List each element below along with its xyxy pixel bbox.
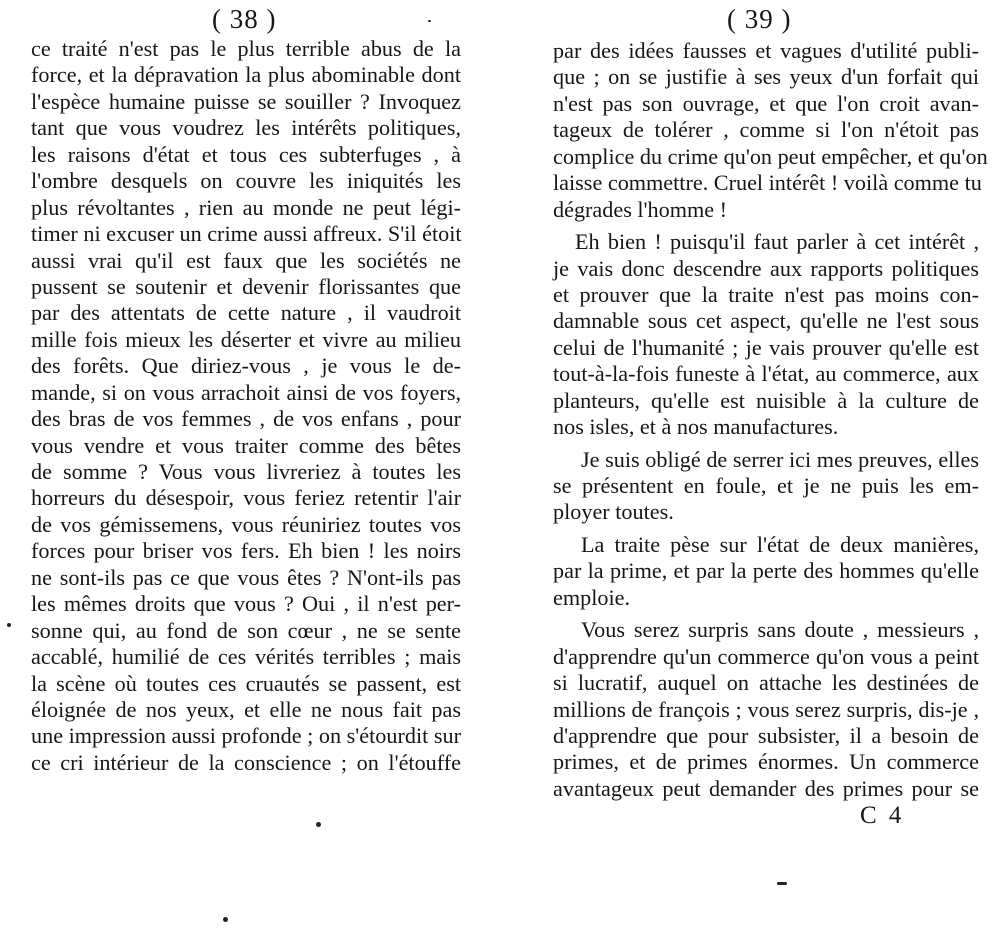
text-line: l'espèce humaine puisse se souiller ? Invoquez: [31, 88, 461, 114]
text-line: d'apprendre qu'un commerce qu'on vous a peint: [553, 643, 979, 669]
text-line: dégrades l'homme !: [553, 196, 728, 222]
text-line: vous vendre et vous traiter comme des bêtes: [31, 432, 461, 458]
text-line: par des idées fausses et vagues d'utilité publi-: [553, 38, 979, 63]
text-line: pussent se soutenir et devenir florissantes que: [31, 273, 461, 299]
ink-speck: [316, 822, 321, 827]
text-line: planteurs, qu'elle est nuisible à la culture de: [553, 387, 979, 413]
paragraph: [553, 38, 988, 223]
ink-speck: [777, 882, 787, 885]
text-line: des bras de vos femmes , de vos enfans , pour: [31, 406, 461, 432]
text-line: Vous serez surpris sans doute , messieurs ,: [581, 617, 979, 643]
text-line: tageux de tolérer , comme si l'on n'étoit pas: [553, 117, 979, 143]
text-line: horreurs du désespoir, vous feriez retentir l'air: [31, 485, 461, 511]
text-line: d'apprendre que pour subsister, il a besoin de: [553, 722, 979, 748]
paragraph: [553, 229, 979, 441]
text-line: de vos gémissemens, vous réuniriez toutes vos: [31, 511, 461, 537]
text-line: sonne qui, au fond de son cœur , ne se sente: [31, 617, 461, 643]
text-line: ployer toutes.: [553, 499, 674, 525]
paragraph: [553, 617, 979, 802]
text-line: La traite pèse sur l'état de deux manières,: [581, 531, 979, 557]
text-line: aussi vrai qu'il est faux que les sociétés ne: [31, 247, 461, 273]
text-line: si lucratif, auquel on attache les destinées de: [553, 670, 979, 696]
text-line: et prouver que la traite n'est pas moins con-: [553, 281, 979, 307]
text-line: les mêmes droits que vous ? Oui , il n'est per-: [31, 591, 461, 617]
text-line: l'ombre desquels on couvre les iniquités les: [31, 168, 461, 194]
paragraph: [553, 447, 979, 526]
paragraph: [553, 532, 979, 611]
text-line: éloignée de nos yeux, et elle ne nous fait pas: [31, 696, 461, 722]
ink-speck: [7, 623, 11, 627]
text-line: mande, si on vous arrachoit ainsi de vos foyers,: [31, 379, 461, 405]
text-line: se présentent en foule, et je ne puis les em-: [553, 473, 979, 498]
text-line: Je suis obligé de serrer ici mes preuves, elles: [581, 446, 979, 472]
left-page-number: ( 38 ): [212, 4, 277, 34]
text-line: celui de l'humanité ; je vais prouver qu'elle est: [553, 334, 979, 360]
text-line: plus révoltantes , rien au monde ne peut légi-: [31, 194, 461, 220]
text-line: primes, et de primes énormes. Un commerce: [553, 749, 979, 775]
text-line: la scène où toutes ces cruautés se passent, est: [31, 670, 461, 696]
text-line: des forêts. Que diriez-vous , je vous le de-: [31, 353, 461, 379]
text-line: force, et la dépravation la plus abominable dont: [31, 62, 461, 88]
text-line: par des attentats de cette nature , il vaudroit: [31, 300, 461, 326]
text-line: millions de françois ; vous serez surpris, dis-je ,: [553, 696, 979, 722]
right-page-number: ( 39 ): [727, 4, 792, 34]
text-line: laisse commettre. Cruel intérêt ! voilà comme tu: [553, 170, 982, 196]
text-line: damnable sous cet aspect, qu'elle ne l'est sous: [553, 308, 979, 334]
text-line: je vais donc descendre aux rapports politiques: [553, 255, 979, 281]
ink-speck: [428, 20, 431, 22]
text-line: une impression aussi profonde ; on s'étourdit sur: [31, 723, 461, 749]
text-line: que ; on se justifie à ses yeux d'un forfait qui: [553, 64, 979, 90]
text-line: par la prime, et par la perte des hommes qu'elle: [553, 558, 979, 584]
text-line: nos isles, et à nos manufactures.: [553, 414, 839, 440]
text-line: ce traité n'est pas le plus terrible abus de la: [31, 36, 461, 61]
text-line: timer ni excuser un crime aussi affreux. S'il étoit: [31, 221, 462, 247]
text-line: n'est pas son ouvrage, et que l'on croit avan-: [553, 90, 979, 116]
signature-mark: C 4: [860, 802, 905, 829]
text-line: forces pour briser vos fers. Eh bien ! les noirs: [31, 538, 461, 564]
text-line: ne sont-ils pas ce que vous êtes ? N'ont-ils pas: [31, 564, 461, 590]
text-line: tout-à-la-fois funeste à l'état, au commerce, aux: [553, 361, 979, 387]
text-line: avantageux peut demander des primes pour se: [553, 775, 979, 801]
right-page-text: [553, 38, 988, 802]
left-page-text: [31, 36, 461, 776]
text-line: tant que vous voudrez les intérêts politiques,: [31, 115, 461, 141]
text-line: accablé, humilié de ces vérités terribles ; mais: [31, 644, 461, 670]
text-line: mille fois mieux les déserter et vivre au milieu: [31, 326, 461, 352]
text-line: de somme ? Vous vous livreriez à toutes les: [31, 459, 461, 484]
text-line: Eh bien ! puisqu'il faut parler à cet intérêt ,: [575, 229, 979, 255]
text-line: ce cri intérieur de la conscience ; on l'étouffe: [31, 749, 461, 775]
text-line: complice du crime qu'on peut empêcher, et qu'on: [553, 143, 988, 169]
text-line: les raisons d'état et tous ces subterfuges , à: [31, 141, 461, 167]
ink-speck: [223, 917, 228, 922]
text-line: emploie.: [553, 584, 631, 610]
